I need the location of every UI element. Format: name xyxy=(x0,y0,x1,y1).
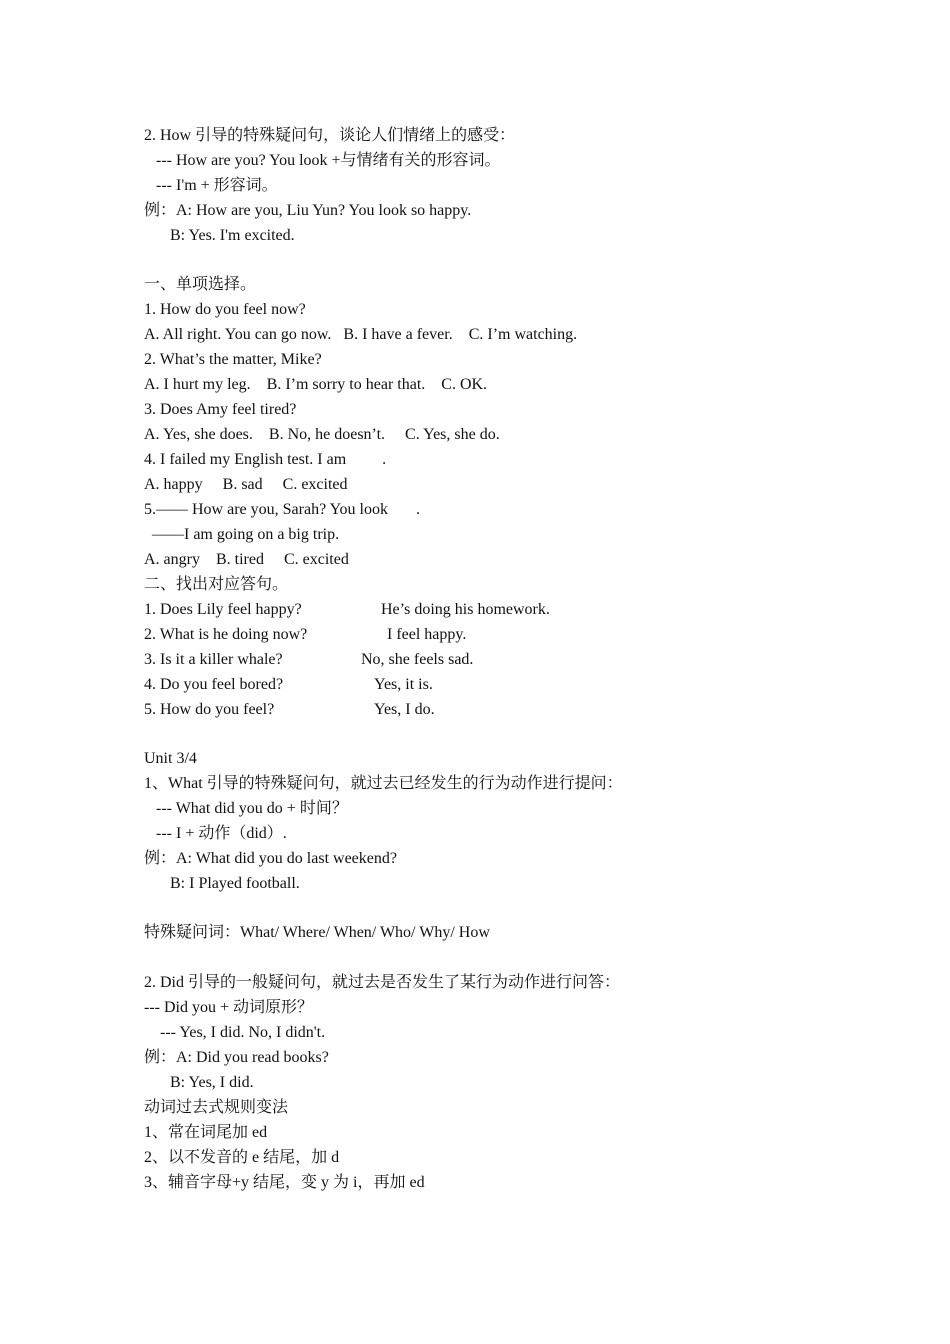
rule-item: 1、常在词尾加 ed xyxy=(144,1124,268,1141)
exercise2-answer: Yes, I do. xyxy=(374,701,435,718)
did-section-title: 2. Did 引导的一般疑问句，就过去是否发生了某行为动作进行问答： xyxy=(144,974,621,991)
how-example-a: 例：A: How are you, Liu Yun? You look so happy. xyxy=(144,202,472,219)
exercise1-item: 2. What’s the matter, Mike? xyxy=(144,351,322,368)
did-pattern-answer: --- Yes, I did. No, I didn't. xyxy=(160,1024,326,1041)
unit-title: Unit 3/4 xyxy=(144,750,197,767)
rules-title: 动词过去式规则变法 xyxy=(144,1099,289,1116)
how-example-b: B: Yes. I'm excited. xyxy=(170,227,295,244)
exercise2-question: 4. Do you feel bored? xyxy=(144,676,284,693)
exercise2-answer: Yes, it is. xyxy=(374,676,433,693)
what-pattern-question: --- What did you do + 时间？ xyxy=(156,800,348,817)
rule-item: 2、以不发音的 e 结尾，加 d xyxy=(144,1149,340,1166)
exercise2-answer: No, she feels sad. xyxy=(361,651,474,668)
exercise1-item: A. Yes, she does. B. No, he doesn’t. C. Yes, she do. xyxy=(144,426,500,443)
rule-item: 3、辅音字母+y 结尾，变 y 为 i，再加 ed xyxy=(144,1174,425,1191)
exercise1-item: 5.—— How are you, Sarah? You look . xyxy=(144,501,420,518)
exercise1-heading: 一、单项选择。 xyxy=(144,276,257,293)
exercise2-heading: 二、找出对应答句。 xyxy=(144,576,289,593)
exercise1-item: ——I am going on a big trip. xyxy=(152,526,340,543)
exercise1-item: A. I hurt my leg. B. I’m sorry to hear that. C. OK. xyxy=(144,376,488,393)
what-pattern-answer: --- I + 动作（did）. xyxy=(156,825,287,842)
how-pattern-question: --- How are you? You look +与情绪有关的形容词。 xyxy=(156,152,501,169)
exercise1-item: A. All right. You can go now. B. I have a fever. C. I’m watching. xyxy=(144,326,578,343)
exercise1-item: A. angry B. tired C. excited xyxy=(144,551,349,568)
what-example-b: B: I Played football. xyxy=(170,875,300,892)
exercise1-item: 1. How do you feel now? xyxy=(144,301,306,318)
exercise2-answer: I feel happy. xyxy=(387,626,467,643)
did-example-b: B: Yes, I did. xyxy=(170,1074,254,1091)
exercise2-answer: He’s doing his homework. xyxy=(381,601,550,618)
did-example-a: 例：A: Did you read books? xyxy=(144,1049,329,1066)
exercise2-question: 3. Is it a killer whale? xyxy=(144,651,283,668)
section-how-title: 2. How 引导的特殊疑问句，谈论人们情绪上的感受： xyxy=(144,127,516,144)
exercise2-question: 5. How do you feel? xyxy=(144,701,275,718)
exercise2-question: 1. Does Lily feel happy? xyxy=(144,601,302,618)
wh-words: 特殊疑问词：What/ Where/ When/ Who/ Why/ How xyxy=(144,924,490,941)
did-pattern-question: --- Did you + 动词原形？ xyxy=(144,999,314,1016)
how-pattern-answer: --- I'm + 形容词。 xyxy=(156,177,278,194)
exercise1-item: A. happy B. sad C. excited xyxy=(144,476,348,493)
what-section-title: 1、What 引导的特殊疑问句，就过去已经发生的行为动作进行提问： xyxy=(144,775,623,792)
what-example-a: 例：A: What did you do last weekend? xyxy=(144,850,397,867)
exercise1-item: 4. I failed my English test. I am . xyxy=(144,451,387,468)
exercise1-item: 3. Does Amy feel tired? xyxy=(144,401,297,418)
exercise2-question: 2. What is he doing now? xyxy=(144,626,308,643)
